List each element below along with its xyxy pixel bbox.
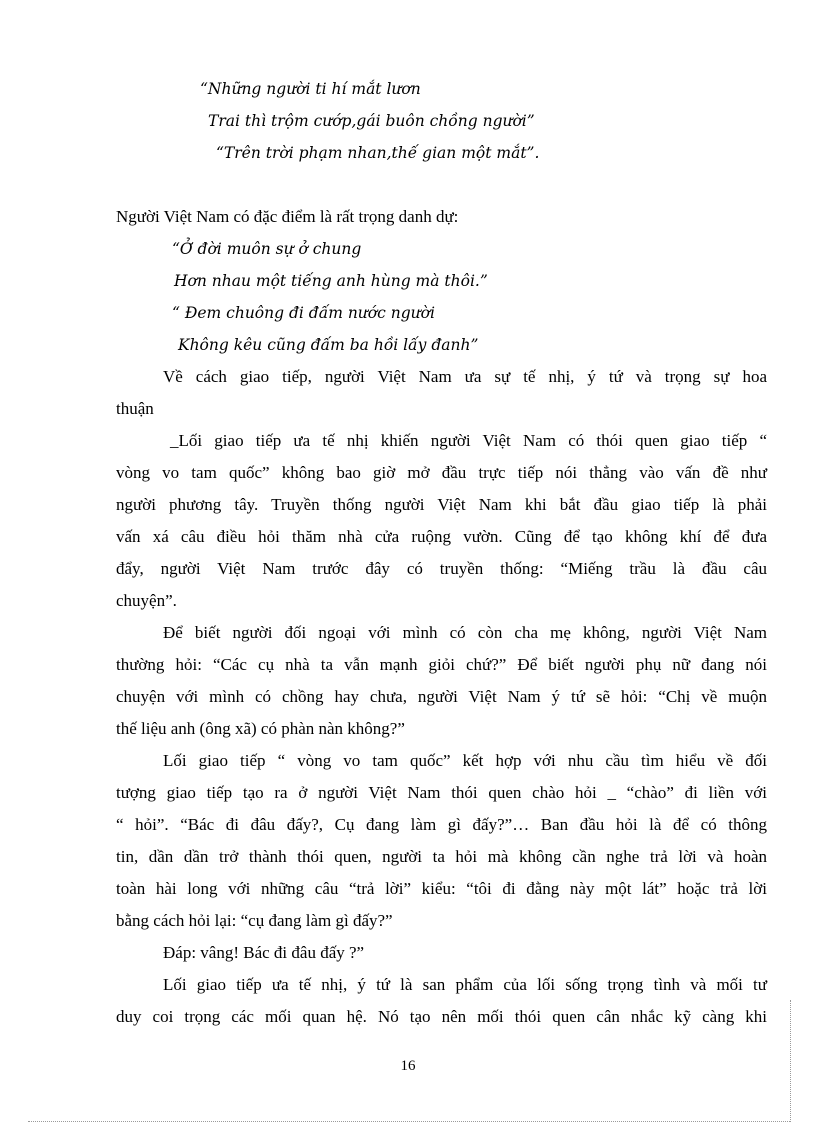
body-line-2: thuận (116, 399, 154, 418)
body-line-17: toàn hài long với những câu “trả lời” kiểu: “tôi đi đằng này một lát” hoặc trả lời (116, 879, 767, 898)
poem2-line-3: “ Đem chuông đi đấm nước người (172, 304, 435, 322)
body-line-6: vấn xá câu điều hỏi thăm nhà cửa ruộng vườn. Cũng để tạo không khí để đưa (116, 527, 767, 546)
body-line-20: Lối giao tiếp ưa tế nhị, ý tứ là san phẩm của lối sống trọng tình và mối tư (163, 975, 767, 994)
poem2-line-2: Hơn nhau một tiếng anh hùng mà thôi.” (174, 272, 488, 290)
body-line-9: Để biết người đối ngoại với mình có còn cha mẹ không, người Việt Nam (163, 623, 767, 642)
body-line-13: Lối giao tiếp “ vòng vo tam quốc” kết hợp với nhu cầu tìm hiểu về đối (163, 751, 767, 770)
body-line-15: “ hỏi”. “Bác đi đâu đấy?, Cụ đang làm gì đấy?”… Ban đầu hỏi là để có thông (116, 815, 767, 834)
page-right-divider (790, 1000, 791, 1122)
body-line-3: _Lối giao tiếp ưa tế nhị khiến người Việt Nam có thói quen giao tiếp “ (170, 431, 767, 450)
body-line-11: chuyện với mình có chồng hay chưa, người Việt Nam ý tứ sẽ hỏi: “Chị về muộn (116, 687, 767, 706)
body-line-8: chuyện”. (116, 591, 177, 610)
page-number: 16 (400, 1058, 416, 1074)
poem1-line-3: “Trên trời phạm nhan,thế gian một mắt”. (216, 144, 540, 162)
body-line-16: tin, dần dần trở thành thói quen, người ta hỏi mà không cần nghe trả lời và hoàn (116, 847, 767, 866)
intro-line: Người Việt Nam có đặc điểm là rất trọng danh dự: (116, 207, 459, 226)
body-line-5: người phương tây. Truyền thống người Việt Nam khi bắt đầu giao tiếp là phải (116, 495, 767, 514)
body-line-21: duy coi trọng các mối quan hệ. Nó tạo nên mối thói quen cân nhắc kỹ càng khi (116, 1007, 767, 1026)
body-line-7: đẩy, người Việt Nam trước đây có truyền thống: “Miếng trầu là đầu câu (116, 559, 767, 578)
body-line-1: Về cách giao tiếp, người Việt Nam ưa sự tế nhị, ý tứ và trọng sự hoa (163, 367, 767, 386)
body-line-4: vòng vo tam quốc” không bao giờ mở đầu trực tiếp nói thẳng vào vấn đề như (116, 463, 767, 482)
body-line-12: thế liệu anh (ông xã) có phàn nàn không?” (116, 719, 405, 738)
body-line-14: tượng giao tiếp tạo ra ở người Việt Nam thói quen chào hỏi _ “chào” đi liền với (116, 783, 767, 802)
body-line-10: thường hỏi: “Các cụ nhà ta vẫn mạnh giỏi chứ?” Để biết người phụ nữ đang nói (116, 655, 767, 674)
body-line-19: Đáp: vâng! Bác đi đâu đấy ?” (163, 943, 365, 962)
poem2-line-1: “Ở đời muôn sự ở chung (172, 240, 362, 258)
poem1-line-1: “Những người ti hí mắt lươn (200, 80, 421, 98)
page-bottom-divider (28, 1121, 790, 1122)
poem2-line-4: Không kêu cũng đấm ba hồi lấy đanh” (178, 336, 479, 354)
poem1-line-2: Trai thì trộm cướp,gái buôn chồng người” (208, 112, 535, 130)
body-line-18: bằng cách hỏi lại: “cụ đang làm gì đấy?” (116, 911, 393, 930)
